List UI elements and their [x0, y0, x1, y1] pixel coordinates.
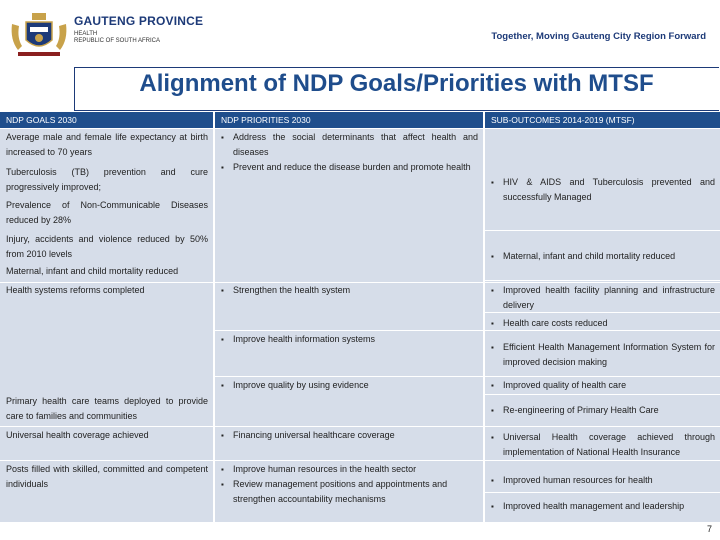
bullet-item: ▪ Improved human resources for health	[490, 473, 715, 488]
outcome-quality-care	[490, 378, 715, 393]
priority-health-information	[220, 332, 478, 347]
bullet-item: ▪ Improved health management and leadership	[490, 499, 718, 514]
column-header-ndp-priorities: NDP PRIORITIES 2030	[215, 112, 483, 128]
page-number: 7	[706, 524, 712, 534]
row-divider	[484, 394, 720, 395]
gauteng-coat-of-arms-logo	[8, 10, 70, 58]
bullet-item: ▪ Maternal, infant and child mortality reduced	[490, 249, 715, 264]
bullet-item: ▪ Improve human resources in the health sector	[220, 462, 478, 477]
row-divider	[0, 426, 720, 427]
page-title: Alignment of NDP Goals/Priorities with MTSF	[139, 70, 654, 97]
goal-health-systems-reforms: Health systems reforms completed	[6, 285, 145, 295]
column-header-sub-outcomes: SUB-OUTCOMES 2014-2019 (MTSF)	[485, 112, 720, 128]
row-divider	[214, 376, 720, 377]
bullet-item: ▪ Improve quality by using evidence	[220, 378, 478, 393]
row-divider	[484, 492, 720, 493]
bullet-item: ▪ Improved health facility planning and infrastructure delivery	[490, 283, 715, 313]
goal-life-expectancy: Average male and female life expectancy at birth increased to 70 years	[6, 132, 208, 157]
brand-title: GAUTENG PROVINCE	[74, 14, 204, 28]
outcome-phc-reengineering	[490, 403, 715, 418]
bullet-item: ▪ Efficient Health Management Information System for improved decision making	[490, 340, 715, 370]
brand-country: REPUBLIC OF SOUTH AFRICA	[74, 38, 161, 44]
bullet-item: ▪ Improved quality of health care	[490, 378, 715, 393]
row-divider	[484, 230, 720, 231]
priority-financing-coverage	[220, 428, 478, 443]
tagline: Together, Moving Gauteng City Region Forward	[491, 31, 706, 42]
bullet-item: ▪ Universal Health coverage achieved through implementation of National Health Insurance	[490, 430, 715, 460]
outcome-hiv-tb	[490, 175, 715, 205]
bullet-item: ▪ Health care costs reduced	[490, 316, 715, 331]
bullet-item: ▪ Strengthen the health system	[220, 283, 478, 298]
outcome-costs-reduced	[490, 316, 715, 331]
brand-block	[74, 14, 203, 44]
goal-primary-health-care-teams: Primary health care teams deployed to provide care to families and communities	[6, 396, 208, 421]
goal-injury-violence: Injury, accidents and violence reduced by 50% from 2010 levels	[6, 234, 208, 259]
priority-human-resources	[220, 462, 478, 507]
brand-department: HEALTH	[74, 31, 98, 37]
outcome-facility-planning	[490, 283, 715, 313]
bullet-item: ▪ Re-engineering of Primary Health Care	[490, 403, 715, 418]
bullet-item: ▪ Review management positions and appointments and strengthen accountability mechanisms	[220, 477, 478, 507]
outcome-maternal-mortality	[490, 249, 715, 264]
bullet-item: ▪ Financing universal healthcare coverage	[220, 428, 478, 443]
priority-social-determinants	[220, 130, 478, 175]
column-header-ndp-goals: NDP GOALS 2030	[0, 112, 213, 128]
priority-strengthen-health-system	[220, 283, 478, 298]
bullet-item: ▪ Prevent and reduce the disease burden and promote health	[220, 160, 478, 175]
goal-universal-health-coverage: Universal health coverage achieved	[6, 430, 149, 440]
goal-non-communicable-diseases: Prevalence of Non-Communicable Diseases reduced by 28%	[6, 200, 208, 225]
outcome-human-resources	[490, 473, 715, 488]
goal-tuberculosis: Tuberculosis (TB) prevention and cure progressively improved;	[6, 167, 208, 192]
priority-quality-evidence	[220, 378, 478, 393]
outcome-universal-coverage	[490, 430, 715, 460]
goal-maternal-mortality: Maternal, infant and child mortality reduced	[6, 266, 179, 276]
row-divider	[0, 128, 720, 129]
bullet-item: ▪ Address the social determinants that affect health and diseases	[220, 130, 478, 160]
outcome-management-leadership	[490, 499, 718, 514]
row-divider	[0, 460, 720, 461]
goal-posts-filled: Posts filled with skilled, committed and competent individuals	[6, 464, 208, 489]
outcome-health-information-system	[490, 340, 715, 370]
bullet-item: ▪ Improve health information systems	[220, 332, 478, 347]
row-divider	[484, 280, 720, 281]
bullet-item: ▪ HIV & AIDS and Tuberculosis prevented and successfully Managed	[490, 175, 715, 205]
